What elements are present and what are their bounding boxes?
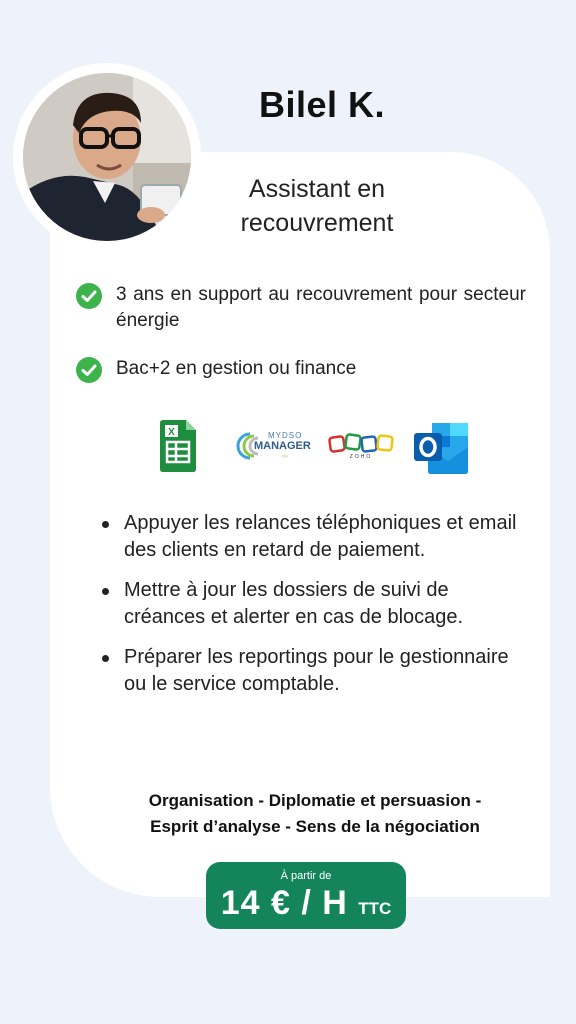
price-badge <box>206 862 406 929</box>
bullet-icon <box>102 588 109 595</box>
duty-text: Mettre à jour les dossiers de suivi de créances et alerter en cas de blocage. <box>124 579 464 628</box>
skills-line-2: Esprit d’analyse - Sens de la négociation <box>150 817 480 836</box>
price-amount: 14 € / H <box>220 884 348 922</box>
avatar-photo <box>23 73 191 241</box>
mydso-top-text: MYDSO <box>268 431 303 440</box>
person-photo-icon <box>23 73 191 241</box>
role-line-2: recouvrement <box>240 209 394 237</box>
list-item <box>100 644 520 698</box>
mydso-arrows-icon: ››› <box>282 454 288 460</box>
price-value <box>206 884 406 923</box>
tools-logos <box>0 420 576 476</box>
duties-list <box>100 510 520 711</box>
bullet-icon <box>102 521 109 528</box>
zoho-text: ZOHO <box>349 454 373 460</box>
check-circle-icon <box>76 283 102 309</box>
list-item <box>100 577 520 631</box>
profile-role <box>200 172 434 240</box>
svg-text:X: X <box>168 427 175 438</box>
zoho-logo <box>328 432 394 464</box>
highlight-item <box>76 282 526 334</box>
mydso-bottom-text: MANAGER <box>254 440 311 452</box>
role-line-1: Assistant en <box>248 175 386 203</box>
skills-summary <box>100 788 530 840</box>
mydso-manager-logo <box>230 430 310 462</box>
avatar <box>13 63 201 251</box>
check-circle-icon <box>76 357 102 383</box>
price-label: À partir de <box>280 870 332 882</box>
profile-name: Bilel K. <box>258 84 386 125</box>
zoho-icon <box>328 432 394 456</box>
duty-text: Appuyer les relances téléphoniques et email des clients en retard de paiement. <box>124 512 517 561</box>
google-sheets-icon <box>158 420 198 472</box>
bullet-icon <box>102 655 109 662</box>
duty-text: Préparer les reportings pour le gestionnaire ou le service comptable. <box>124 646 509 695</box>
highlight-item <box>76 356 526 383</box>
highlight-text: 3 ans en support au recouvrement pour secteur énergie <box>116 284 526 331</box>
highlight-text: Bac+2 en gestion ou finance <box>116 358 357 379</box>
outlook-icon <box>414 421 470 475</box>
price-suffix: TTC <box>358 899 392 918</box>
list-item <box>100 510 520 564</box>
skills-line-1: Organisation - Diplomatie et persuasion - <box>148 791 482 810</box>
